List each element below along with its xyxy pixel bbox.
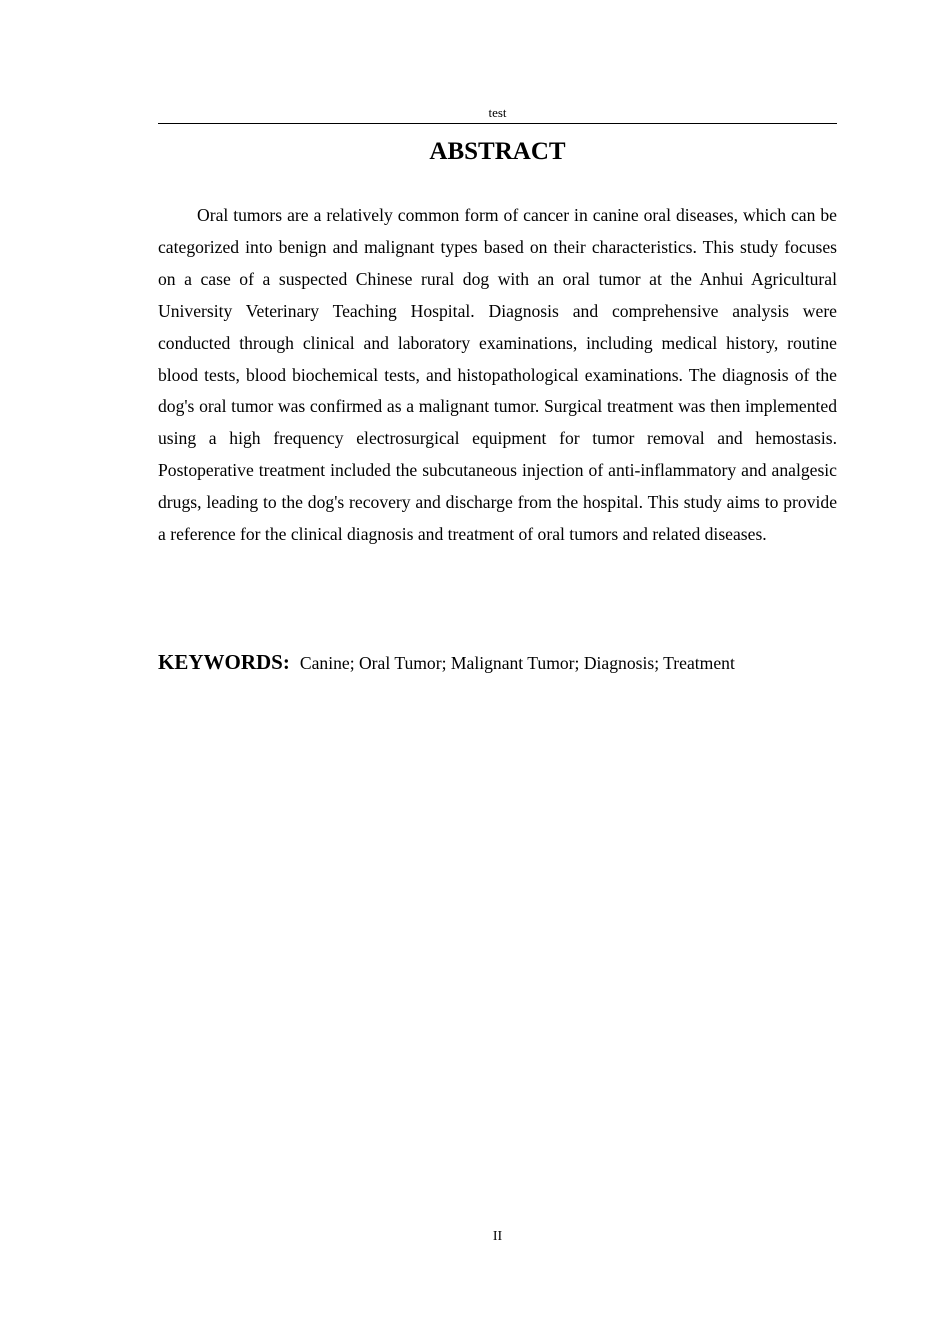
keywords-line	[158, 646, 837, 679]
keywords-values: Canine; Oral Tumor; Malignant Tumor; Diagnosis; Treatment	[299, 653, 735, 673]
page-header	[158, 103, 837, 124]
page-number: II	[492, 1229, 503, 1244]
abstract-body: Oral tumors are a relatively common form of cancer in canine oral diseases, which can be categorized into benign and malignant types based on their characteristics. This study focuses on a case of a suspected Chinese rural dog with an oral tumor at the Anhui Agricultural University Veterinary Teaching Hospital. Diagnosis and comprehensive analysis were conducted through clinical and laboratory examinations, including medical history, routine blood tests, blood biochemical tests, and histopathological examinations. The diagnosis of the dog's oral tumor was confirmed as a malignant tumor. Surgical treatment was then implemented using a high frequency electrosurgical equipment for tumor removal and hemostasis. Postoperative treatment included the subcutaneous injection of anti-inflammatory and analgesic drugs, leading to the dog's recovery and discharge from the hospital. This study aims to provide a reference for the clinical diagnosis and treatment of oral tumors and related diseases.	[158, 205, 837, 545]
header-text: test	[488, 105, 507, 120]
abstract-title: ABSTRACT	[429, 138, 566, 165]
keywords-label: KEYWORDS	[158, 650, 283, 674]
keywords-separator: :	[282, 650, 290, 674]
